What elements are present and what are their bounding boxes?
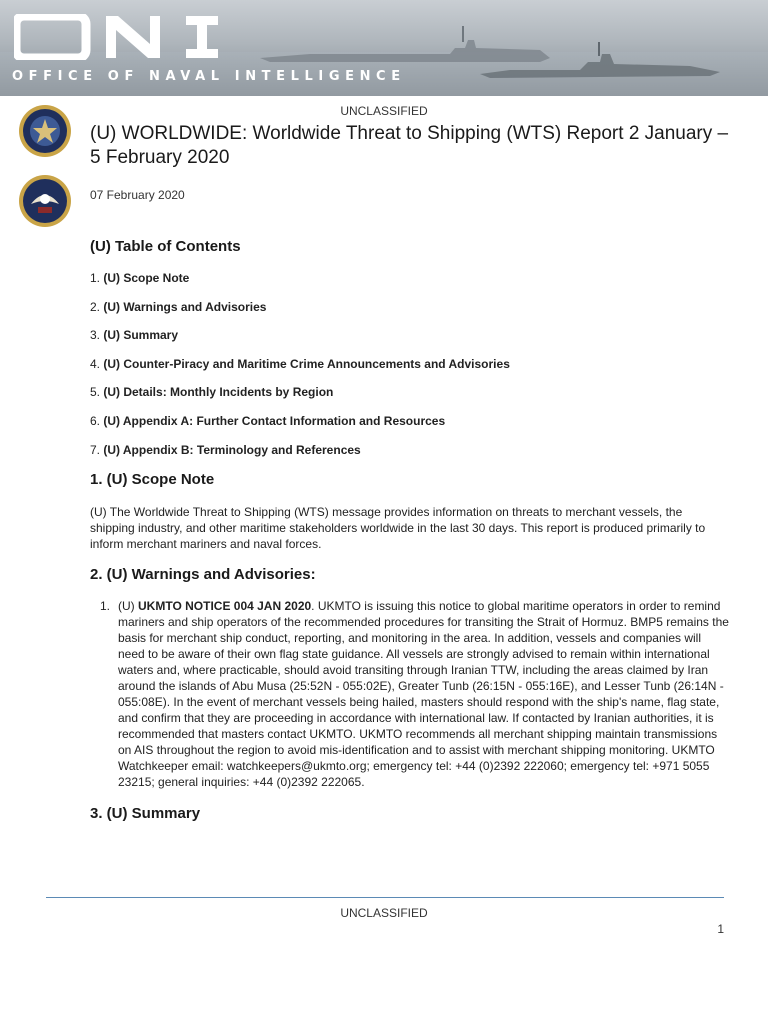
toc-item-number: 1.: [90, 271, 104, 285]
toc-item-label[interactable]: (U) Counter-Piracy and Maritime Crime Announcements and Advisories: [103, 356, 510, 371]
page-number: 1: [717, 922, 724, 936]
toc-item-number: 5.: [90, 385, 104, 400]
toc-item[interactable]: [90, 385, 510, 414]
toc-item[interactable]: [90, 414, 510, 443]
warning-item-text: . UKMTO is issuing this notice to global maritime operators in order to remind mariners and ship operators of the recommended procedures for transiting the Strait of Hormuz. BMP5 remains the basis for merchant ship conduct, reporting, and monitoring in the area. In addition, vessels and companies will need to be aware of their own flag state guidance. All vessels are strongly advised to remain within international waters and, where practicable, should avoid transiting through Iranian TTW, including the areas claimed by Iran around the islands of Abu Musa (25:52N - 055:02E), Greater Tunb (26:15N - 055:16E), and Lesser Tunb (26:14N - 055:08E). In the event of merchant vessels being hailed, masters should respond with the ship's name, flag state, and confirm that they are proceeding in accordance with international law. If contacted by Iranian authorities, it is recommended that masters contact UKMTO. UKMTO recommends all merchant shipping maintain transmissions on AIS throughout the region to avoid mis-identification and to assist with merchant shipping monitoring. UKMTO Watchkeeper email: watchkeepers@ukmto.org; emergency tel: +44 (0)2392 222060; emergency tel: +971 5055 23215; general inquiries: +44 (0)2392 222065.: [118, 599, 729, 789]
toc-item[interactable]: [90, 443, 510, 472]
toc-item[interactable]: [90, 328, 510, 357]
oni-logo: [14, 14, 224, 60]
toc-item-number: 4.: [90, 356, 104, 371]
scope-note-heading: 1. (U) Scope Note: [90, 471, 215, 488]
toc-item-label[interactable]: (U) Appendix B: Terminology and References: [103, 442, 361, 457]
table-of-contents: [90, 271, 510, 471]
toc-item-label[interactable]: (U) Scope Note: [103, 271, 190, 285]
warning-item-prefix: (U): [118, 599, 138, 613]
classification-marking-top: UNCLASSIFIED: [340, 104, 428, 118]
toc-item-number: 7.: [90, 442, 104, 457]
warning-item-title: UKMTO NOTICE 004 JAN 2020: [138, 599, 312, 613]
toc-item-number: 3.: [90, 328, 104, 343]
toc-item[interactable]: [90, 357, 510, 386]
footer-divider: [46, 897, 724, 898]
toc-item-label[interactable]: (U) Summary: [103, 328, 179, 343]
document-title: (U) WORLDWIDE: Worldwide Threat to Shipping (WTS) Report 2 January – 5 February 2020: [90, 123, 729, 168]
oni-seal-icon: [18, 174, 72, 228]
toc-item[interactable]: [90, 300, 510, 329]
toc-item-number: 2.: [90, 299, 104, 314]
summary-heading: 3. (U) Summary: [90, 805, 201, 822]
warnings-heading: 2. (U) Warnings and Advisories:: [90, 566, 316, 583]
banner-subtitle: OFFICE OF NAVAL INTELLIGENCE: [12, 69, 406, 84]
toc-item-label[interactable]: (U) Warnings and Advisories: [103, 299, 267, 314]
toc-item[interactable]: [90, 271, 510, 300]
scope-note-paragraph: (U) The Worldwide Threat to Shipping (WTS) message provides information on threats to merchant vessels, the shipping industry, and other maritime stakeholders worldwide in the last 30 days. This report is produced primarily to inform merchant mariners and naval forces.: [90, 505, 706, 551]
document-date: 07 February 2020: [90, 188, 185, 202]
toc-item-number: 6.: [90, 413, 104, 428]
warning-item-number: 1.: [100, 599, 111, 613]
header-banner: [0, 0, 768, 96]
toc-item-label[interactable]: (U) Details: Monthly Incidents by Region: [103, 385, 334, 400]
warning-item: [118, 598, 730, 790]
toc-heading: (U) Table of Contents: [90, 238, 241, 255]
toc-item-label[interactable]: (U) Appendix A: Further Contact Information and Resources: [103, 413, 446, 428]
classification-marking-bottom: UNCLASSIFIED: [340, 906, 428, 920]
